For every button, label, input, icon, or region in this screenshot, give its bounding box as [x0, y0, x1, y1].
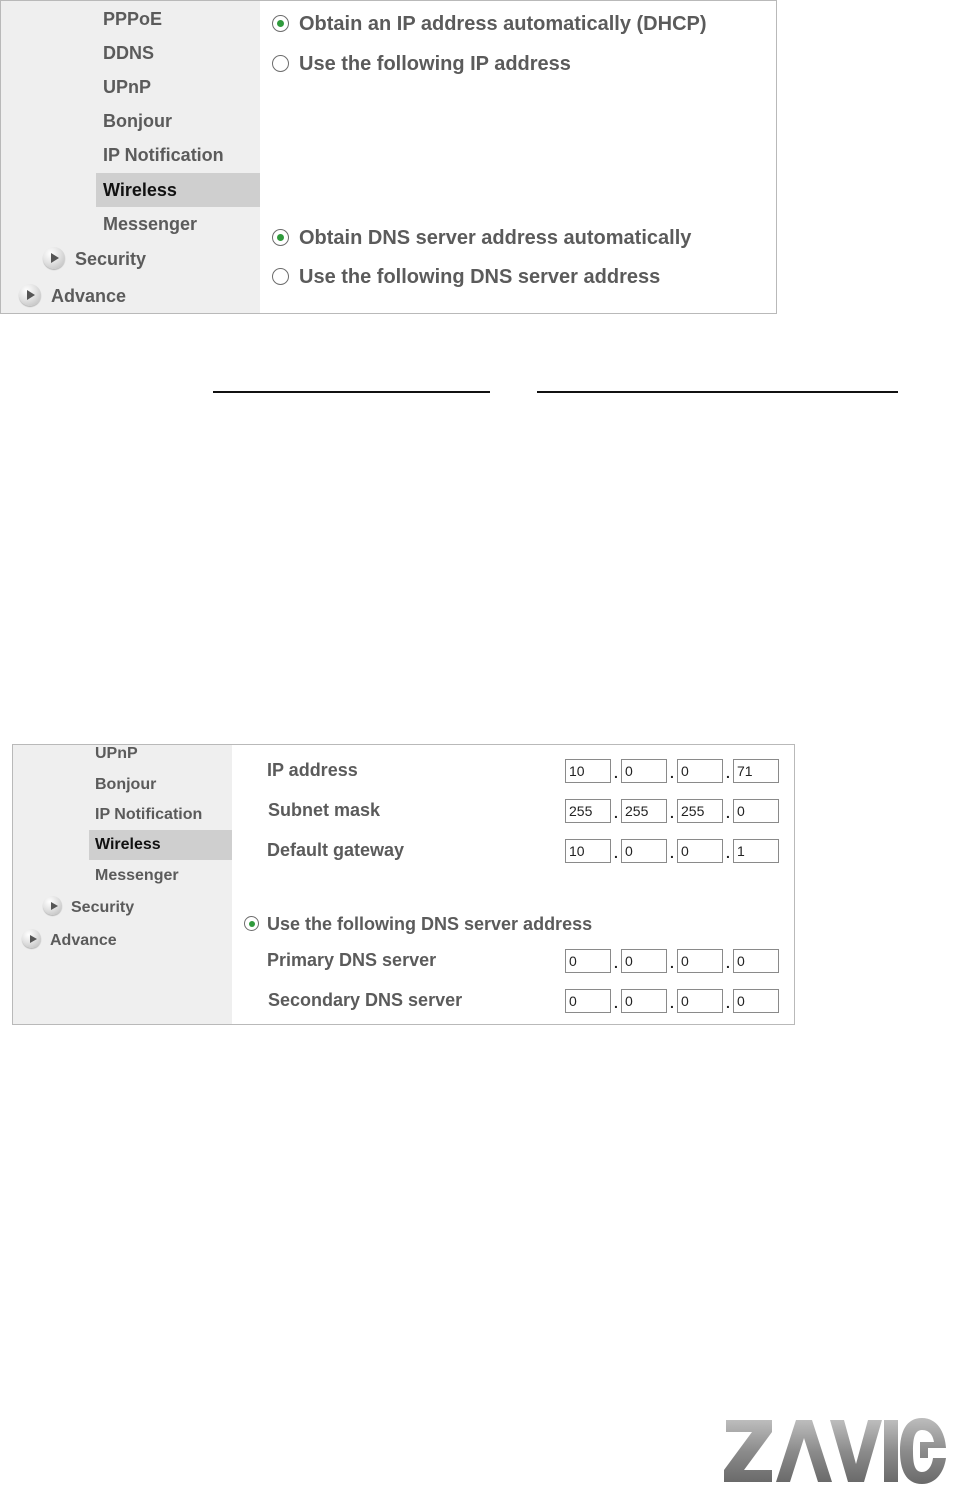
sidebar-item-upnp[interactable]: UPnP [103, 77, 152, 97]
octet-separator: . [670, 845, 674, 861]
octet-separator: . [726, 765, 730, 781]
default-gateway-octet-4[interactable] [733, 839, 779, 863]
primary-dns-octet-2[interactable] [621, 949, 667, 973]
sidebar-item-ddns[interactable]: DDNS [103, 43, 155, 63]
sidebar-item-bonjour[interactable]: Bonjour [95, 776, 157, 793]
sidebar-item-bonjour[interactable]: Bonjour [103, 111, 172, 131]
ip-manual-option[interactable] [272, 49, 571, 79]
default-gateway-octet-1[interactable] [565, 839, 611, 863]
option-label: Use the following DNS server address [299, 266, 661, 288]
option-label: Obtain DNS server address automatically [299, 227, 692, 249]
sidebar-group-label: Advance [50, 932, 117, 949]
sidebar-group-advance[interactable] [22, 926, 117, 956]
subnet-mask-octet-3[interactable] [677, 799, 723, 823]
blank-underline-right [537, 391, 898, 393]
default-gateway-label: Default gateway [267, 840, 405, 860]
secondary-dns-octet-2[interactable] [621, 989, 667, 1013]
network-settings-panel-static [12, 744, 795, 1025]
arrow-right-icon [19, 284, 41, 306]
ip-address-label: IP address [267, 760, 358, 780]
octet-separator: . [614, 845, 618, 861]
primary-dns-octet-4[interactable] [733, 949, 779, 973]
sidebar-item-messenger[interactable]: Messenger [103, 214, 198, 234]
primary-dns-label: Primary DNS server [267, 950, 437, 970]
octet-separator: . [726, 955, 730, 971]
octet-separator: . [726, 995, 730, 1011]
octet-separator: . [670, 955, 674, 971]
sidebar-item-messenger[interactable]: Messenger [95, 867, 179, 884]
sidebar-group-label: Security [71, 899, 135, 916]
octet-separator: . [670, 805, 674, 821]
secondary-dns-label: Secondary DNS server [268, 990, 463, 1010]
radio-unchecked-icon[interactable] [272, 268, 289, 285]
default-gateway-octet-3[interactable] [677, 839, 723, 863]
sidebar-item-wireless[interactable]: Wireless [96, 173, 260, 207]
dns-manual-option[interactable] [244, 911, 592, 937]
ip-address-octet-1[interactable] [565, 759, 611, 783]
option-label: Use the following DNS server address [267, 914, 593, 934]
sidebar-item-ip-notification[interactable]: IP Notification [95, 806, 203, 823]
dns-manual-option[interactable] [272, 262, 660, 292]
ip-address-octet-3[interactable] [677, 759, 723, 783]
primary-dns-octet-3[interactable] [677, 949, 723, 973]
radio-unchecked-icon[interactable] [272, 55, 289, 72]
octet-separator: . [614, 955, 618, 971]
dns-auto-option[interactable] [272, 223, 691, 253]
octet-separator: . [614, 765, 618, 781]
octet-separator: . [670, 995, 674, 1011]
sidebar-nav [1, 1, 260, 313]
primary-dns-octet-1[interactable] [565, 949, 611, 973]
zavio-logo [722, 1414, 948, 1486]
blank-underline-left [213, 391, 490, 393]
secondary-dns-octet-4[interactable] [733, 989, 779, 1013]
subnet-mask-octet-2[interactable] [621, 799, 667, 823]
secondary-dns-octet-1[interactable] [565, 989, 611, 1013]
sidebar-group-label: Security [75, 249, 147, 269]
sidebar-item-upnp[interactable]: UPnP [95, 745, 138, 762]
octet-separator: . [670, 765, 674, 781]
sidebar-item-pppoe[interactable]: PPPoE [103, 9, 163, 29]
arrow-right-icon [22, 929, 41, 948]
octet-separator: . [726, 845, 730, 861]
radio-checked-icon[interactable] [272, 229, 289, 246]
network-settings-panel-dhcp [0, 0, 777, 314]
octet-separator: . [614, 805, 618, 821]
sidebar-group-advance[interactable] [19, 279, 126, 313]
arrow-right-icon [43, 896, 62, 915]
option-label: Use the following IP address [299, 53, 571, 75]
ip-address-octet-4[interactable] [733, 759, 779, 783]
subnet-mask-octet-1[interactable] [565, 799, 611, 823]
sidebar-group-label: Advance [51, 286, 127, 306]
subnet-mask-octet-4[interactable] [733, 799, 779, 823]
arrow-right-icon [43, 247, 65, 269]
subnet-mask-label: Subnet mask [268, 800, 381, 820]
ip-auto-option[interactable] [272, 9, 707, 39]
radio-checked-icon[interactable] [272, 15, 289, 32]
default-gateway-octet-2[interactable] [621, 839, 667, 863]
sidebar-nav [13, 745, 232, 1024]
octet-separator: . [726, 805, 730, 821]
octet-separator: . [614, 995, 618, 1011]
radio-checked-icon[interactable] [244, 916, 259, 931]
secondary-dns-octet-3[interactable] [677, 989, 723, 1013]
ip-address-octet-2[interactable] [621, 759, 667, 783]
option-label: Obtain an IP address automatically (DHCP) [299, 13, 707, 35]
sidebar-group-security[interactable] [43, 893, 134, 923]
sidebar-item-wireless[interactable]: Wireless [89, 830, 232, 860]
sidebar-item-ip-notification[interactable]: IP Notification [103, 145, 224, 165]
sidebar-group-security[interactable] [43, 242, 146, 276]
